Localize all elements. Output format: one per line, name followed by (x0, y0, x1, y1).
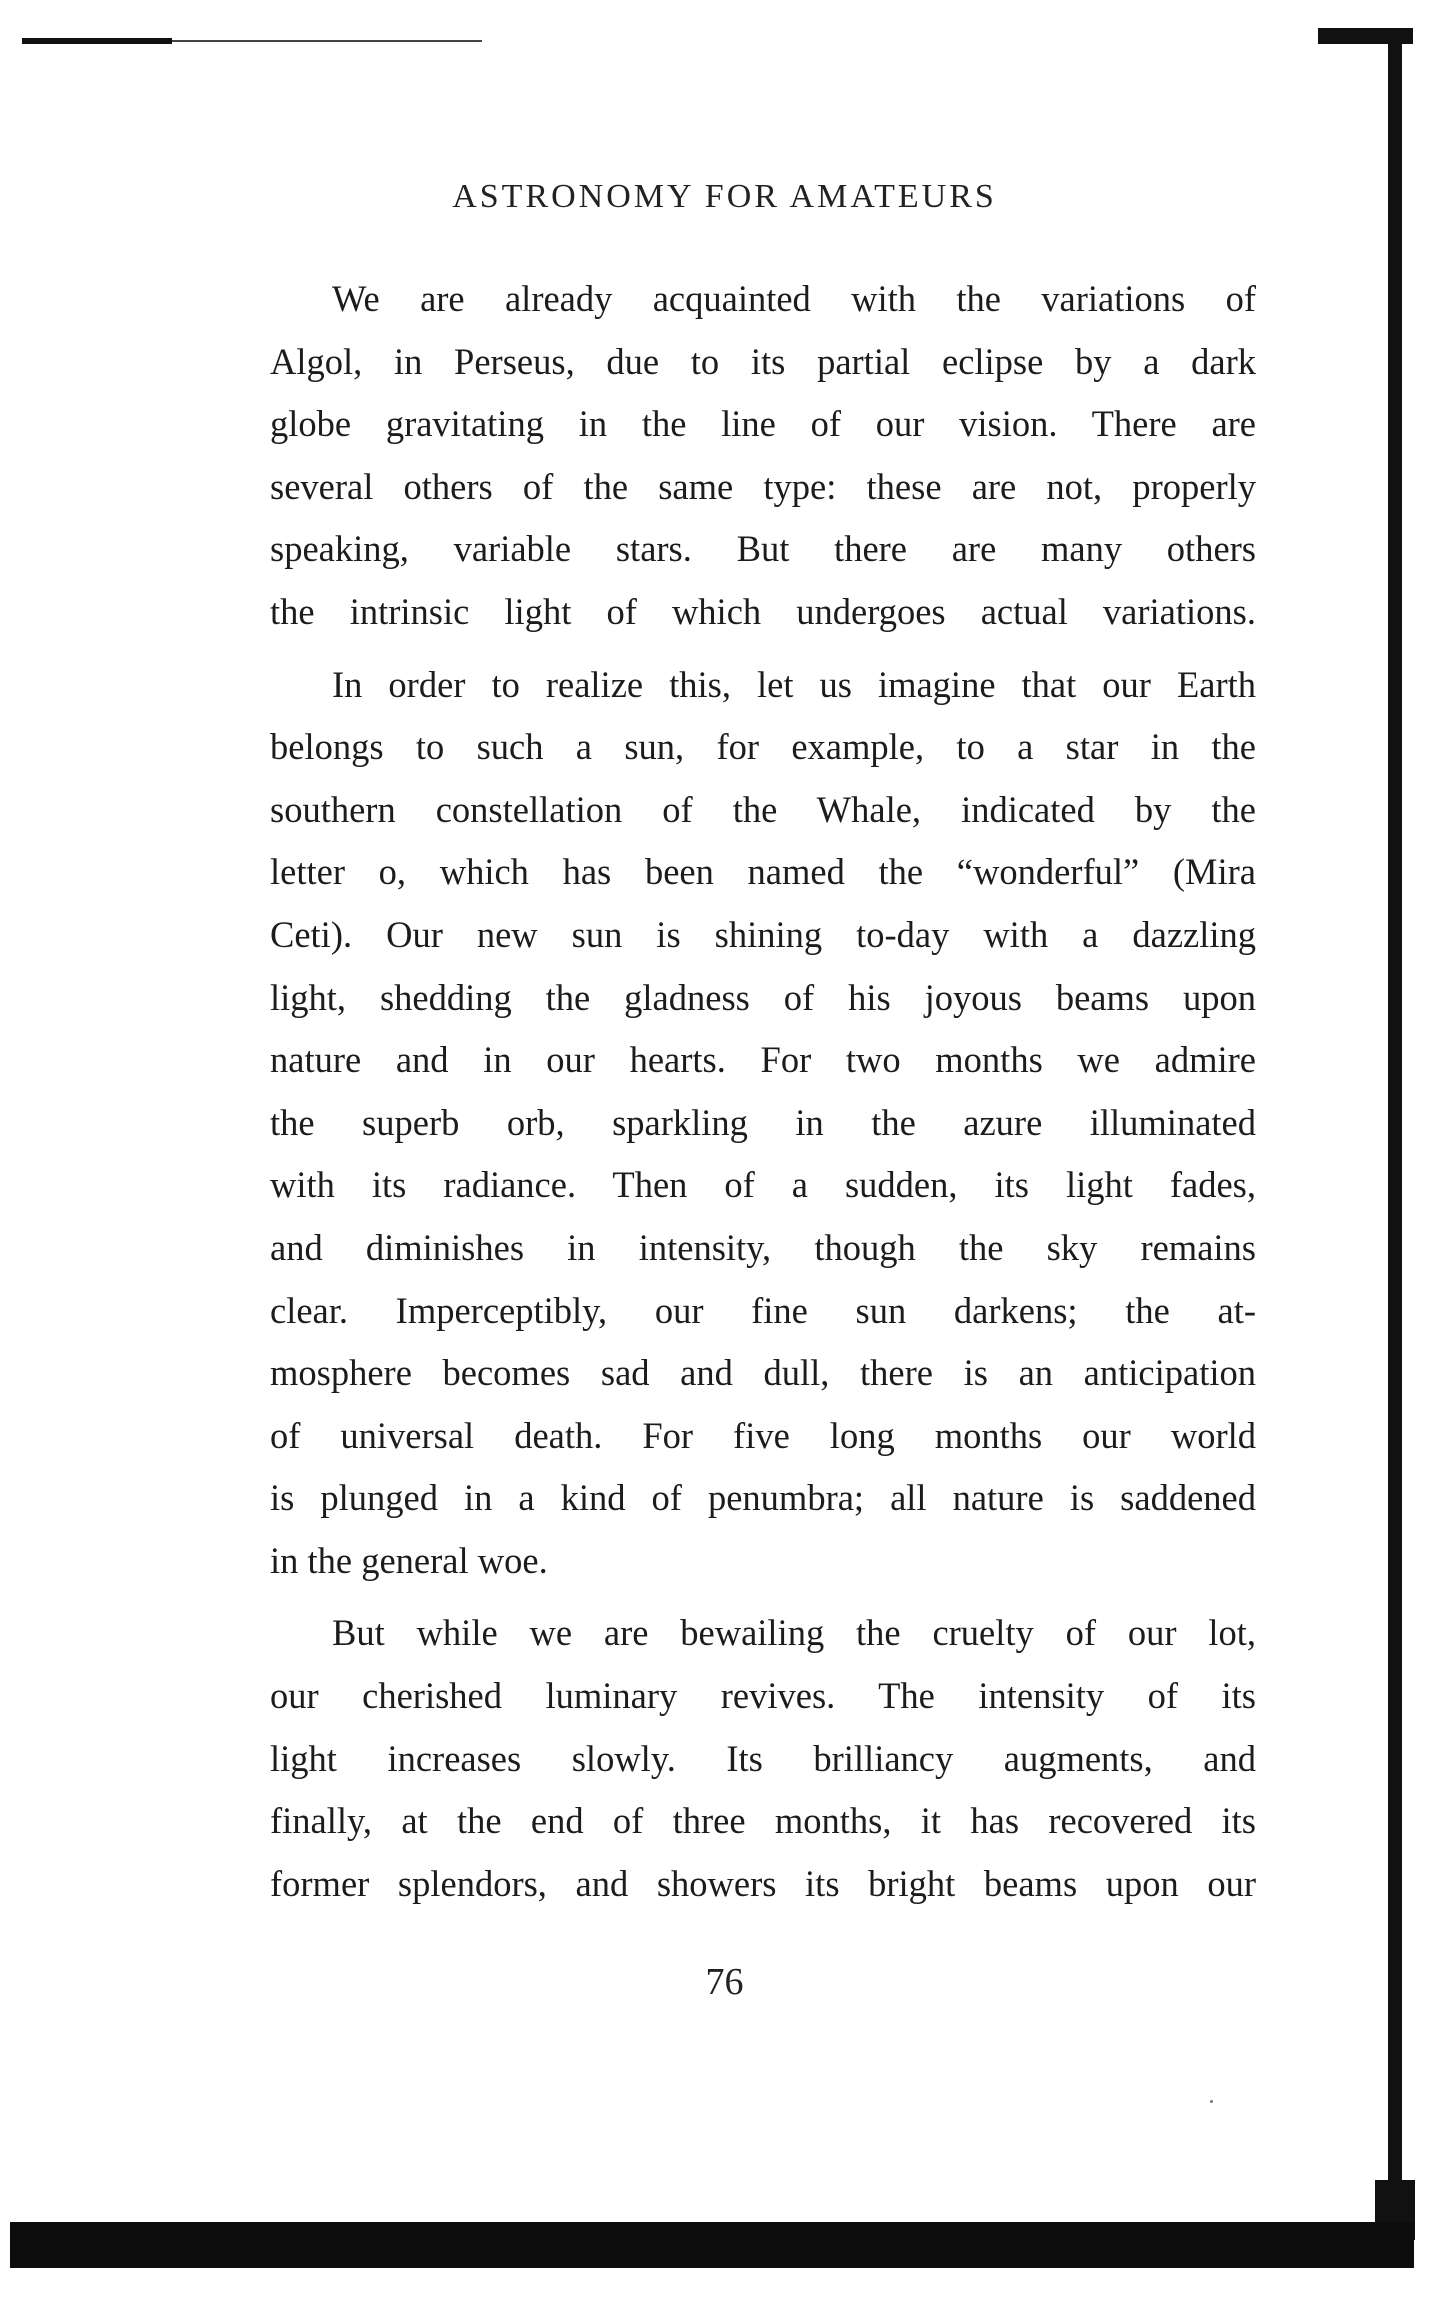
text-line: southern constellation of the Whale, indicated by the (270, 788, 1256, 830)
text-line: is plunged in a kind of penumbra; all nature is saddened (270, 1477, 1256, 1519)
text-line: Ceti). Our new sun is shining to-day with a dazzling (270, 913, 1256, 955)
paragraph (270, 268, 1256, 644)
text-line: clear. Imperceptibly, our fine sun darkens; the at- (270, 1289, 1256, 1331)
text-line: the intrinsic light of which undergoes actual variations. (270, 590, 1256, 632)
text-line: several others of the same type: these are not, properly (270, 465, 1256, 507)
text-line: In order to realize this, let us imagine that our Earth (332, 663, 1256, 705)
running-head: ASTRONOMY FOR AMATEURS (452, 178, 997, 215)
scan-edge-top-left (22, 38, 172, 44)
text-line: mosphere becomes sad and dull, there is an anticipation (270, 1352, 1256, 1394)
page-number: 76 (705, 1961, 744, 2003)
text-line: Algol, in Perseus, due to its partial eclipse by a dark (270, 340, 1256, 382)
text-line: light increases slowly. Its brilliancy augments, and (270, 1737, 1256, 1779)
text-line: finally, at the end of three months, it has recovered its (270, 1800, 1256, 1842)
text-line: belongs to such a sun, for example, to a star in the (270, 726, 1256, 768)
paragraph (270, 654, 1256, 1593)
scan-edge-bottom (10, 2222, 1414, 2268)
text-line: in the general woe. (270, 1539, 548, 1581)
text-line: letter o, which has been named the “wonderful” (Mira (270, 851, 1256, 893)
text-line: globe gravitating in the line of our vision. There are (270, 403, 1256, 445)
text-line: the superb orb, sparkling in the azure illuminated (270, 1101, 1256, 1143)
text-line: light, shedding the gladness of his joyous beams upon (270, 976, 1256, 1018)
text-line: But while we are bewailing the cruelty of our lot, (332, 1612, 1256, 1654)
scan-edge-right (1388, 36, 1402, 2226)
text-line: former splendors, and showers its bright beams upon our (270, 1862, 1256, 1904)
text-line: our cherished luminary revives. The intensity of its (270, 1675, 1256, 1717)
text-line: nature and in our hearts. For two months we admire (270, 1039, 1256, 1081)
text-line: of universal death. For five long months our world (270, 1414, 1256, 1456)
paragraph (270, 1602, 1256, 1915)
text-line: with its radiance. Then of a sudden, its light fades, (270, 1164, 1256, 1206)
text-line: We are already acquainted with the variations of (332, 278, 1256, 319)
scan-speck (1210, 2100, 1213, 2103)
text-line: speaking, variable stars. But there are many others (270, 528, 1256, 570)
text-line: and diminishes in intensity, though the sky remains (270, 1226, 1256, 1268)
body-text (270, 268, 1256, 1915)
